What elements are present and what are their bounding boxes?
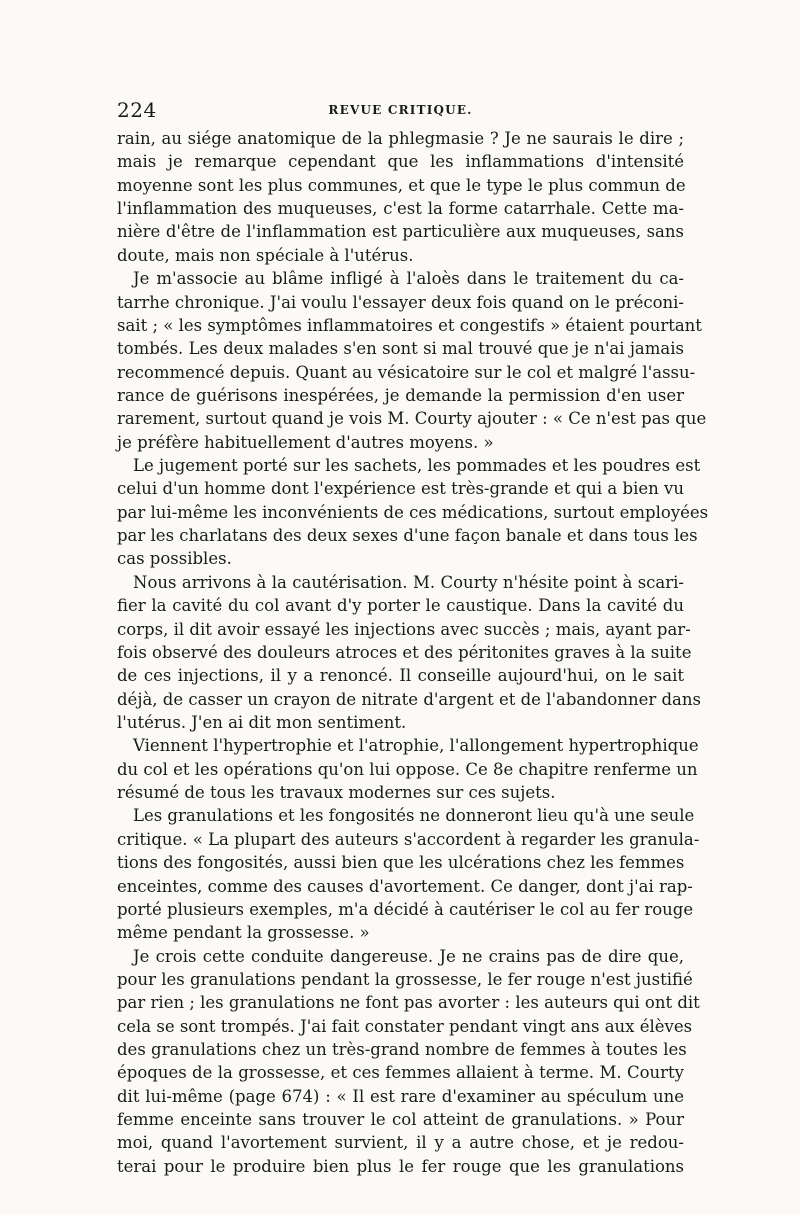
text-line: par rien ; les granulations ne font pas avorter : les auteurs qui ont dit: [117, 993, 700, 1013]
text-line: du col et les opérations qu'on lui oppose. Ce 8e chapitre renferme un: [117, 759, 698, 779]
text-line: terai pour le produire bien plus le fer rouge que les granulations: [117, 1156, 684, 1176]
text-line: tarrhe chronique. J'ai voulu l'essayer deux fois quand on le préconi-: [117, 292, 684, 312]
text-line: sait ; « les symptômes inflammatoires et congestifs » étaient pourtant: [117, 315, 702, 335]
paragraph-start-line: Viennent l'hypertrophie et l'atrophie, l'allongement hypertrophique: [133, 736, 699, 756]
text-line: fier la cavité du col avant d'y porter le caustique. Dans la cavité du: [117, 596, 684, 616]
text-line: l'utérus. J'en ai dit mon sentiment.: [117, 712, 407, 732]
text-line: pour les granulations pendant la grossesse, le fer rouge n'est justifié: [117, 969, 693, 989]
text-line: critique. « La plupart des auteurs s'accordent à regarder les granula-: [117, 829, 700, 849]
text-line: tions des fongosités, aussi bien que les ulcérations chez les femmes: [117, 853, 685, 873]
text-line: recommencé depuis. Quant au vésicatoire sur le col et malgré l'assu-: [117, 362, 696, 382]
text-line: par lui-même les inconvénients de ces médications, surtout employées: [117, 502, 709, 522]
text-line: cas possibles.: [117, 549, 232, 569]
text-line: celui d'un homme dont l'expérience est très-grande et qui a bien vu: [117, 479, 684, 499]
text-line: dit lui-même (page 674) : « Il est rare d'examiner au spéculum une: [117, 1086, 684, 1106]
text-line: rain, au siége anatomique de la phlegmasie ? Je ne saurais le dire ;: [117, 129, 684, 148]
text-line: femme enceinte sans trouver le col atteint de granulations. » Pour: [117, 1110, 684, 1130]
text-line: des granulations chez un très-grand nombre de femmes à toutes les: [117, 1040, 687, 1060]
body-text: [117, 127, 709, 1178]
paragraph-start-line: Le jugement porté sur les sachets, les pommades et les poudres est: [133, 456, 701, 476]
running-title: REVUE CRITIQUE.: [328, 103, 473, 117]
text-line: doute, mais non spéciale à l'utérus.: [117, 245, 414, 265]
text-line: porté plusieurs exemples, m'a décidé à cautériser le col au fer rouge: [117, 899, 694, 919]
text-line: je préfère habituellement d'autres moyens. »: [117, 432, 494, 452]
text-line: moyenne sont les plus communes, et que le type le plus commun de: [117, 175, 686, 195]
text-line: résumé de tous les travaux modernes sur ces sujets.: [117, 783, 556, 803]
running-head: [117, 98, 684, 128]
text-line: cela se sont trompés. J'ai fait constater pendant vingt ans aux élèves: [117, 1016, 693, 1036]
text-line: nière d'être de l'inflammation est particulière aux muqueuses, sans: [117, 222, 684, 242]
text-line: enceintes, comme des causes d'avortement. Ce danger, dont j'ai rap-: [117, 876, 693, 896]
text-line: rarement, surtout quand je vois M. Courty ajouter : « Ce n'est pas que: [117, 409, 707, 429]
paragraph-start-line: Je crois cette conduite dangereuse. Je ne crains pas de dire que,: [133, 946, 684, 966]
text-line: de ces injections, il y a renoncé. Il conseille aujourd'hui, on le sait: [117, 666, 684, 686]
text-line: rance de guérisons inespérées, je demande la permission d'en user: [117, 385, 684, 405]
paragraph-start-line: Les granulations et les fongosités ne donneront lieu qu'à une seule: [133, 806, 695, 826]
text-line: mais je remarque cependant que les inflammations d'intensité: [117, 152, 684, 172]
text-line: moi, quand l'avortement survient, il y a autre chose, et je redou-: [117, 1133, 684, 1153]
text-line: l'inflammation des muqueuses, c'est la forme catarrhale. Cette ma-: [117, 199, 684, 219]
paragraph-start-line: Nous arrivons à la cautérisation. M. Courty n'hésite point à scari-: [133, 572, 684, 592]
text-line: époques de la grossesse, et ces femmes allaient à terme. M. Courty: [117, 1063, 684, 1083]
text-line: même pendant la grossesse. »: [117, 923, 370, 943]
text-line: par les charlatans des deux sexes d'une façon banale et dans tous les: [117, 526, 698, 546]
text-line: déjà, de casser un crayon de nitrate d'argent et de l'abandonner dans: [117, 689, 701, 709]
paragraph-start-line: Je m'associe au blâme infligé à l'aloès dans le traitement du ca-: [133, 269, 684, 289]
page-number: 224: [117, 98, 157, 122]
text-line: corps, il dit avoir essayé les injections avec succès ; mais, ayant par-: [117, 619, 691, 639]
text-line: tombés. Les deux malades s'en sont si mal trouvé que je n'ai jamais: [117, 339, 684, 359]
text-line: fois observé des douleurs atroces et des péritonites graves à la suite: [117, 642, 692, 662]
